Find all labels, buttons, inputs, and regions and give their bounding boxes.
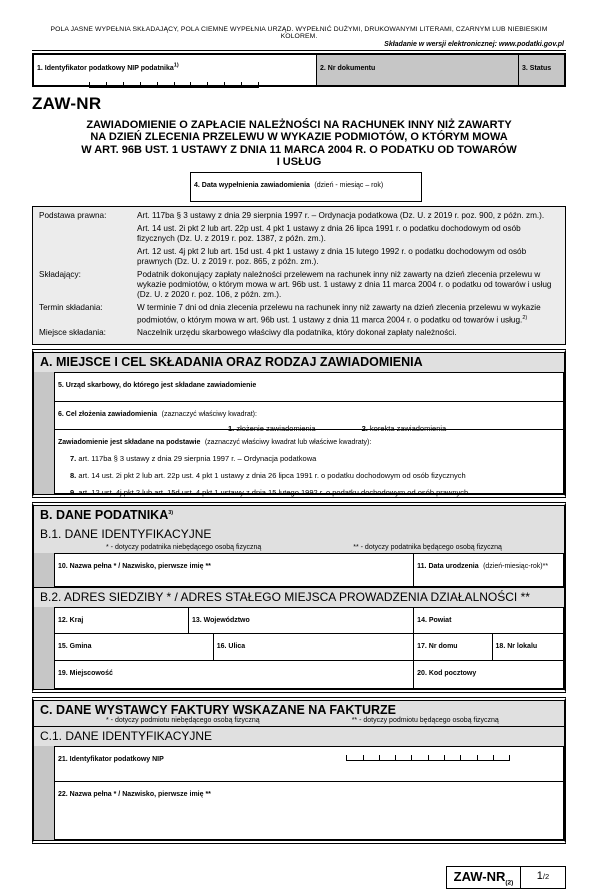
field-18-flat-number[interactable] bbox=[493, 634, 564, 661]
legal-content: Podatnik dokonujący zapłaty należności przelewem na rachunek inny niż zawarty na dzień zlecenia przelewu w wykazie podmiotów, o którym mowa w art. 96b ust. 1 ustawy z dnia 11 marca 2004 r. o podatku od towarów i usług (Dz. U. z 2020 r. poz. 106, z późn. zm.). bbox=[137, 269, 552, 299]
section-c1-title: C.1. DANE IDENTYFIKACYJNE bbox=[34, 726, 564, 746]
field-5-label: 5. Urząd skarbowy, do którego jest składane zawiadomienie bbox=[58, 382, 257, 390]
basis-options bbox=[70, 454, 560, 497]
field-19-city[interactable] bbox=[54, 661, 414, 689]
legal-label: Składający: bbox=[39, 269, 81, 279]
option-8[interactable]: 8. art. 14 ust. 2i pkt 2 lub art. 22p ust. 4 pkt 1 ustawy z dnia 26 lipca 1991 r. o podatku dochodowym od osób fizycznych bbox=[70, 471, 466, 481]
legal-label: Termin składania: bbox=[39, 302, 103, 312]
field-18-label: 18. Nr lokalu bbox=[495, 643, 538, 651]
field-21-label: 21. Identyfikator podatkowy NIP bbox=[58, 756, 164, 764]
section-a-title: A. MIEJSCE I CEL SKŁADANIA ORAZ RODZAJ ZAWIADOMIENIA bbox=[34, 353, 564, 372]
form-title: ZAWIADOMIENIE O ZAPŁACIE NALEŻNOŚCI NA RACHUNEK INNY NIŻ ZAWARTY NA DZIEŃ ZLECENIA PRZELEWU W WYKAZIE PODMIOTÓW, O KTÓRYM MOWA W ART. 96B UST. 1 USTAWY Z DNIA 11 MARCA 2004 R. O PODATKU OD TOWARÓW I USŁUG bbox=[81, 119, 517, 169]
option-7[interactable]: 7. art. 117ba § 3 ustawy z dnia 29 sierpnia 1997 r. – Ordynacja podatkowa bbox=[70, 454, 317, 464]
field-20-postal-code[interactable] bbox=[414, 661, 564, 689]
legal-label: Podstawa prawna: bbox=[39, 210, 107, 220]
field-22-label: 22. Nazwa pełna * / Nazwisko, pierwsze imię ** bbox=[58, 791, 211, 799]
section-b2-title: B.2. ADRES SIEDZIBY * / ADRES STAŁEGO MIEJSCA PROWADZENIA DZIAŁALNOŚCI ** bbox=[34, 587, 564, 607]
option-korekta[interactable]: 2. korekta zawiadomienia bbox=[361, 424, 447, 434]
efiling-note: Składanie w wersji elektronicznej: www.podatki.gov.pl bbox=[384, 41, 564, 48]
field-11-hint: (dzień-miesiąc-rok)** bbox=[483, 563, 549, 571]
field-19-label: 19. Miejscowość bbox=[58, 670, 113, 678]
field-6-hint: (zaznaczyć właściwy kwadrat): bbox=[161, 411, 257, 419]
top-rule bbox=[32, 50, 566, 51]
field-22-issuer-full-name[interactable] bbox=[54, 782, 564, 840]
section-b-title: B. DANE PODATNIKA$^{3)}$ bbox=[34, 506, 564, 525]
legal-row-miejsce bbox=[39, 328, 559, 338]
nip-input-ruler[interactable] bbox=[89, 82, 259, 88]
legal-row-termin bbox=[39, 303, 559, 326]
field-12-label: 12. Kraj bbox=[58, 617, 84, 625]
field-16-street[interactable] bbox=[214, 634, 414, 661]
legal-content: Art. 117ba § 3 ustawy z dnia 29 sierpnia 1997 r. – Ordynacja podatkowa (Dz. U. z 2019 r. poz. 900, z późn. zm.). Art. 14 ust. 2i pkt 2 lub art. 22p ust. 4 pkt 1 ustawy z dnia 26 lipca 1991 r. o podatku dochodowym od osób fizycznych (Dz. U. z 2019 r. poz. 1387, z późn. zm.). Art. 12 ust. 4j pkt 2 lub art. 15d ust. 4 pkt 1 ustawy z dnia 15 lutego 1992 r. o podatku dochodowym od osób prawnych (Dz. U. z 2019 r. poz. 865, z późn. zm.). bbox=[137, 210, 545, 266]
footer-page-number: 1/2 bbox=[536, 870, 550, 883]
field-1-label: 1. Identyfikator podatkowy NIP podatnika$^{1)}$ bbox=[37, 62, 179, 72]
footer-form-code: ZAW-$NR_{(2)}$ bbox=[447, 867, 521, 888]
field-4-label: 4. Data wypełnienia zawiadomienia bbox=[194, 181, 310, 189]
section-b bbox=[32, 502, 566, 693]
field-2-document-number bbox=[316, 55, 518, 85]
field-14-label: 14. Powiat bbox=[417, 617, 452, 625]
fill-instruction: POLA JASNE WYPEŁNIA SKŁADAJĄCY, POLA CIEMNE WYPEŁNIA URZĄD. WYPEŁNIĆ DUŻYMI, DRUKOWANYMI LITERAMI, CZARNYM LUB NIEBIESKIM KOLOREM. bbox=[50, 26, 548, 40]
field-10-full-name[interactable] bbox=[54, 553, 414, 587]
field-6-purpose bbox=[54, 402, 564, 434]
basis-hint: (zaznaczyć właściwy kwadrat lub właściwe kwadraty): bbox=[204, 439, 372, 447]
note-double-asterisk: ** - dotyczy podatnika będącego osobą fizyczną bbox=[353, 544, 502, 552]
field-11-label: 11. Data urodzenia bbox=[417, 563, 479, 571]
option-9[interactable]: 9. art. 12 ust. 4j pkt 2 lub art. 15d ust. 4 pkt 1 ustawy z dnia 15 lutego 1992 r. o podatku dochodowym od osób prawnych bbox=[70, 488, 469, 498]
field-21-invoice-issuer-nip[interactable] bbox=[54, 746, 564, 782]
field-14-district[interactable] bbox=[414, 607, 564, 634]
note-asterisk: * - dotyczy podatnika niebędącego osobą fizyczną bbox=[106, 544, 262, 552]
field-3-label: 3. Status bbox=[522, 65, 552, 72]
field-10-label: 10. Nazwa pełna * / Nazwisko, pierwsze imię ** bbox=[58, 563, 211, 571]
field-13-voivodeship[interactable] bbox=[189, 607, 414, 634]
section-b2-body bbox=[34, 607, 564, 689]
field-15-commune[interactable] bbox=[54, 634, 214, 661]
field-3-status bbox=[518, 55, 564, 85]
section-a-body bbox=[34, 372, 564, 498]
footer-form-code-box bbox=[446, 866, 566, 889]
legal-content: Naczelnik urzędu skarbowego właściwy dla podatnika, który dokonał zapłaty należności. bbox=[137, 328, 457, 338]
section-b-body bbox=[34, 553, 564, 587]
option-zlozenie[interactable]: 1. złożenie zawiadomienia bbox=[228, 424, 316, 434]
nip-input-ruler[interactable] bbox=[346, 755, 510, 761]
field-11-birth-date[interactable] bbox=[414, 553, 564, 587]
field-16-label: 16. Ulica bbox=[216, 643, 246, 651]
field-1-nip[interactable] bbox=[34, 55, 316, 85]
field-5-tax-office[interactable] bbox=[54, 372, 564, 402]
section-c-notes bbox=[34, 717, 564, 726]
header-meta-box bbox=[32, 53, 566, 87]
form-code: ZAW-NR bbox=[32, 94, 102, 113]
note-double-asterisk: ** - dotyczy podmiotu będącego osobą fizyczną bbox=[351, 717, 499, 725]
legal-label: Miejsce składania: bbox=[39, 328, 106, 338]
field-15-label: 15. Gmina bbox=[58, 643, 92, 651]
field-2-label: 2. Nr dokumentu bbox=[320, 65, 376, 72]
field-20-label: 20. Kod pocztowy bbox=[417, 670, 477, 678]
basis-box bbox=[54, 430, 564, 498]
field-17-label: 17. Nr domu bbox=[417, 643, 458, 651]
legal-row-podstawa bbox=[39, 211, 559, 267]
basis-label: Zawiadomienie jest składane na podstawie bbox=[58, 439, 201, 447]
section-c-body bbox=[34, 746, 564, 840]
field-4-hint: (dzień - miesiąc – rok) bbox=[314, 181, 384, 189]
section-b1-notes bbox=[34, 544, 564, 553]
legal-basis-box bbox=[32, 206, 566, 346]
section-c-title: C. DANE WYSTAWCY FAKTURY WSKAZANE NA FAKTURZE bbox=[34, 701, 564, 717]
field-13-label: 13. Województwo bbox=[191, 617, 250, 625]
field-12-country[interactable] bbox=[54, 607, 189, 634]
section-a bbox=[32, 349, 566, 498]
field-6-label: 6. Cel złożenia zawiadomienia bbox=[58, 411, 158, 419]
section-b1-title: B.1. DANE IDENTYFIKACYJNE bbox=[34, 525, 564, 544]
field-17-house-number[interactable] bbox=[414, 634, 492, 661]
legal-row-skladajacy bbox=[39, 270, 559, 300]
legal-content: W terminie 7 dni od dnia zlecenia przelewu na rachunek inny niż zawarty na dzień zlecenia przelewu w wykazie podmiotów, o którym mowa w art. 96b ust. 1 ustawy z dnia 11 marca 2004 r. o podatku od towarów i usług.$^{2)}$ bbox=[137, 302, 541, 325]
section-c bbox=[32, 697, 566, 844]
field-4-fill-date[interactable] bbox=[190, 172, 422, 202]
note-asterisk: * - dotyczy podmiotu niebędącego osobą fizyczną bbox=[106, 717, 260, 725]
